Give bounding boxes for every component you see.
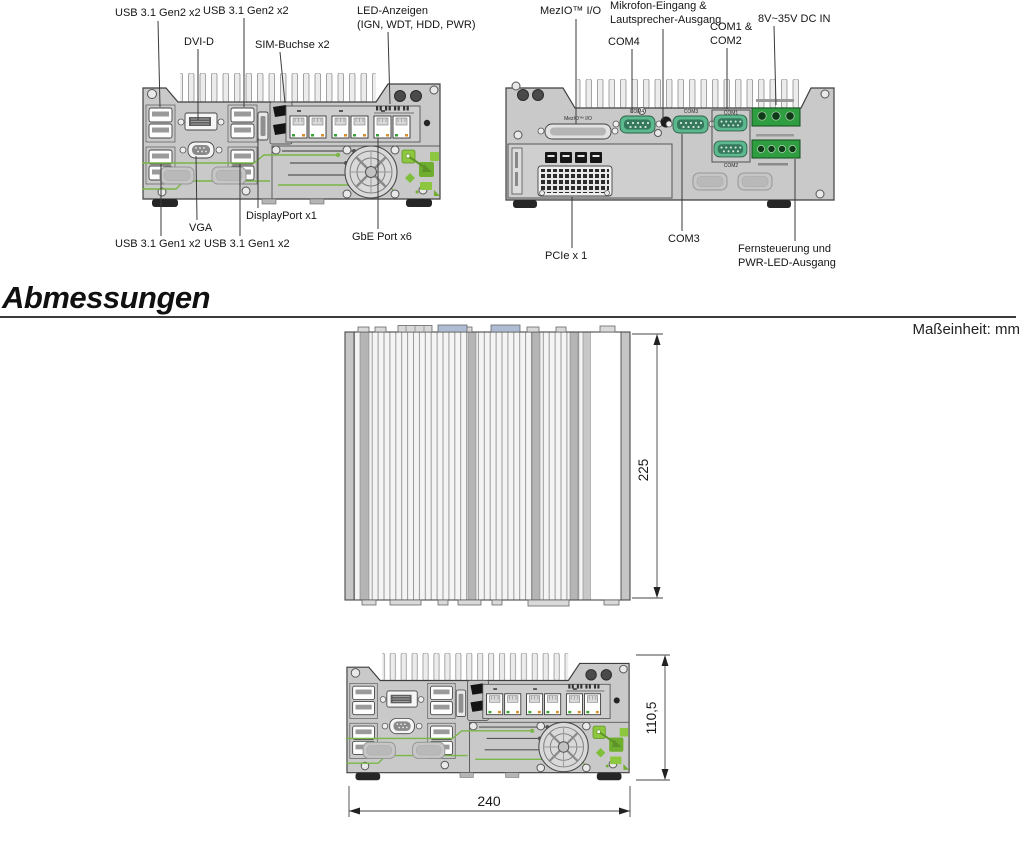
label-remote (738, 243, 836, 270)
antenna-hole (533, 90, 544, 101)
micro-label-com2: COM2 (723, 163, 739, 169)
label-usb-gen1-mid: USB 3.1 Gen1 x2 (204, 238, 290, 250)
heading-rule (0, 316, 1016, 318)
foot (513, 200, 537, 208)
dim-height-value: 110,5 (644, 701, 659, 735)
section-heading: Abmessungen (2, 280, 211, 315)
front-view-drawing (346, 653, 670, 817)
label-audio (610, 0, 721, 27)
bottom-edge-tabs (362, 600, 619, 606)
label-com3: COM3 (668, 233, 700, 245)
top-view-drawing (345, 325, 663, 606)
front-panel-view (142, 73, 440, 207)
vent-grid (538, 166, 612, 196)
foot (767, 200, 791, 208)
rear-panel-view (506, 79, 834, 208)
label-sim: SIM-Buchse x2 (255, 39, 330, 51)
label-com1-com2 (710, 21, 752, 48)
label-vga: VGA (189, 222, 213, 234)
label-usb-gen1-left: USB 3.1 Gen1 x2 (115, 238, 201, 250)
label-dc-in: 8V~35V DC IN (758, 13, 831, 25)
micro-label-com4: COM4 (629, 109, 645, 115)
label-com4: COM4 (608, 36, 640, 48)
label-remote-line1: Fernsteuerung und (738, 243, 831, 255)
label-com12-line1: COM1 & (710, 21, 753, 33)
dim-depth-value: 225 (636, 458, 651, 482)
antenna-hole (518, 90, 529, 101)
micro-label-com3: COM3 (683, 109, 699, 115)
mezio-connector (538, 124, 618, 139)
micro-label-mezio: MezIO™ I/O (564, 116, 592, 122)
label-displayport: DisplayPort x1 (246, 210, 317, 222)
label-led-line1: LED-Anzeigen (357, 5, 428, 17)
label-usb-gen2-mid: USB 3.1 Gen2 x2 (203, 5, 289, 17)
heatsink-fins (577, 79, 799, 109)
label-audio-line2: Lautsprecher-Ausgang (610, 13, 722, 26)
label-com12-line2: COM2 (710, 34, 742, 47)
label-pcie: PCIe x 1 (545, 250, 588, 262)
label-dvi: DVI-D (184, 36, 214, 48)
micro-label-com1: COM1 (723, 110, 739, 117)
label-mezio: MezIO™ I/O (540, 5, 602, 17)
dim-width-value: 240 (477, 793, 501, 809)
label-remote-line2: PWR-LED-Ausgang (738, 256, 836, 269)
label-usb-gen2-left: USB 3.1 Gen2 x2 (115, 7, 201, 19)
pcie-cassette (508, 144, 672, 198)
label-led-indicators (357, 5, 476, 32)
label-audio-line1: Mikrofon-Eingang & (610, 0, 707, 12)
unit-note: Maßeinheit: mm (912, 321, 1020, 338)
label-gbe: GbE Port x6 (352, 231, 412, 243)
label-led-line2: (IGN, WDT, HDD, PWR) (357, 18, 476, 31)
top-edge-connectors (358, 325, 615, 332)
